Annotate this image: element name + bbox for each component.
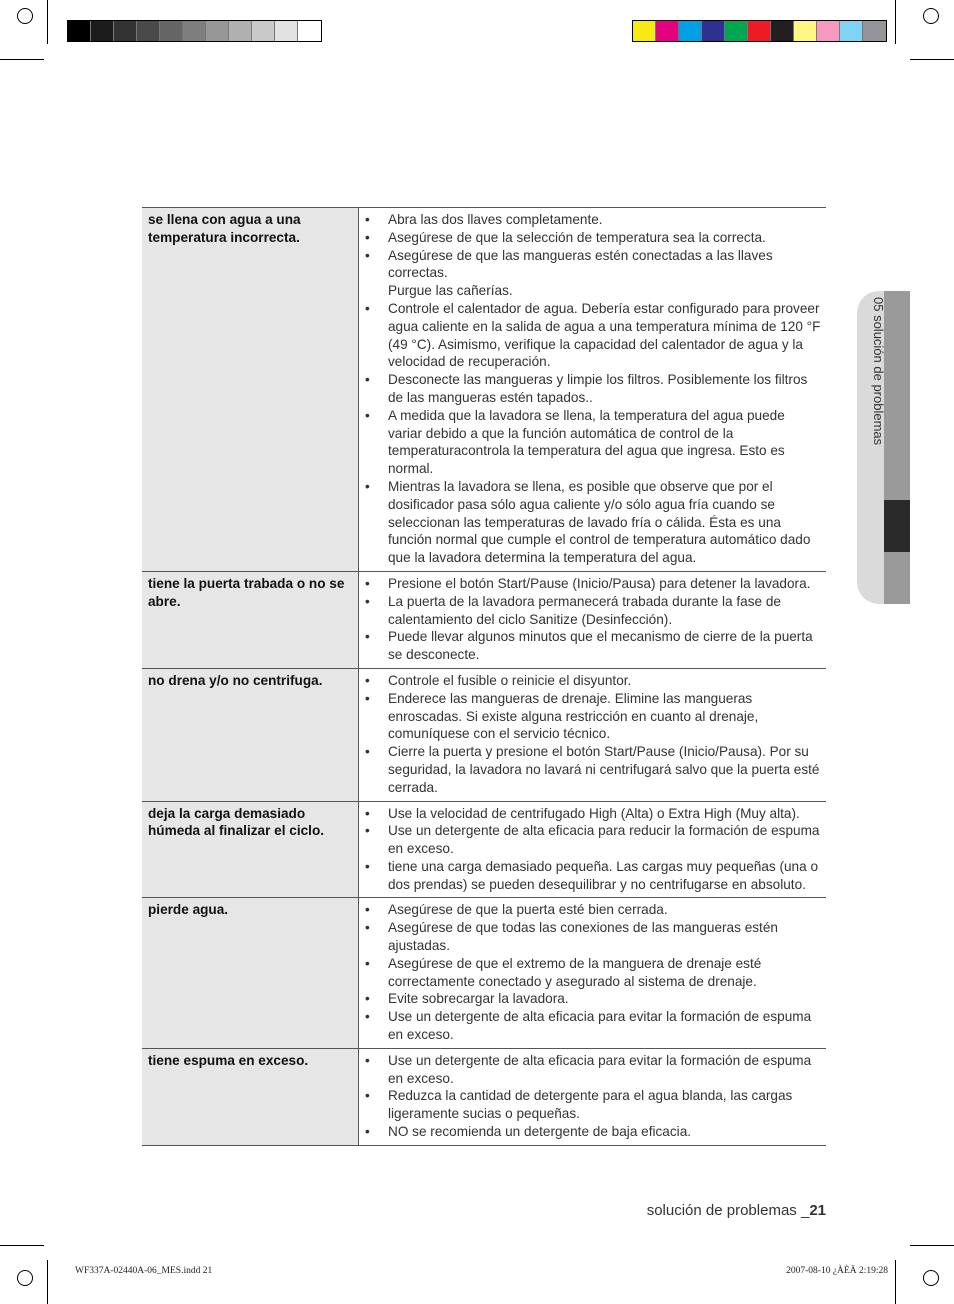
solution-item: • Abra las dos llaves completamente. (364, 211, 822, 229)
crop-mark (895, 0, 896, 44)
side-tab-marker (884, 500, 910, 552)
problem-cell: deja la carga demasiado húmeda al finalizar el ciclo. (142, 801, 359, 898)
solution-item: • Use un detergente de alta eficacia para evitar la formación de espuma en exceso. (364, 1052, 822, 1088)
table-row (142, 668, 826, 801)
problem-cell: no drena y/o no centrifuga. (142, 668, 359, 801)
solution-cell (359, 801, 827, 898)
color-swatch (183, 21, 206, 41)
registration-mark (17, 1270, 33, 1286)
color-swatch (748, 21, 771, 41)
solution-item: • Presione el botón Start/Pause (Inicio/Pausa) para detener la lavadora. (364, 575, 822, 593)
color-swatch (229, 21, 252, 41)
side-tab-strip (884, 291, 910, 604)
solution-item: • La puerta de la lavadora permanecerá trabada durante la fase de calentamiento del ciclo Sanitize (Desinfección). (364, 593, 822, 629)
crop-mark (910, 1245, 954, 1246)
color-swatch (656, 21, 679, 41)
section-side-tab (857, 291, 910, 604)
solution-cell (359, 668, 827, 801)
solution-item: • Asegúrese de que la selección de temperatura sea la correcta. (364, 229, 822, 247)
solution-item: • tiene una carga demasiado pequeña. Las cargas muy pequeñas (una o dos prendas) se pueden desequilibrar y no centrifugarse en absoluto. (364, 858, 822, 894)
solution-text: • Asegúrese de que las mangueras estén conectadas a las llaves correctas. (388, 247, 773, 281)
troubleshooting-table (142, 207, 826, 1146)
crop-mark (0, 1245, 44, 1246)
color-swatch (298, 21, 321, 41)
solution-item: • Use un detergente de alta eficacia para reducir la formación de espuma en exceso. (364, 822, 822, 858)
solution-item: • Evite sobrecargar la lavadora. (364, 990, 822, 1008)
solution-item: • Use la velocidad de centrifugado High (Alta) o Extra High (Muy alta). (364, 805, 822, 823)
solution-list (364, 575, 822, 664)
color-swatch (633, 21, 656, 41)
problem-cell: tiene la puerta trabada o no se abre. (142, 571, 359, 668)
color-swatch (252, 21, 275, 41)
solution-item: • Controle el calentador de agua. Debería estar configurado para proveer agua caliente en la salida de agua a una temperatura mínima de 120 °F (49 °C). Asimismo, verifique la capacidad del calentador de agua y la velocidad de recuperación. (364, 300, 822, 371)
table-row (142, 208, 826, 572)
solution-list (364, 901, 822, 1043)
solution-cell (359, 208, 827, 572)
table-row (142, 801, 826, 898)
solution-item: • Enderece las mangueras de drenaje. Elimine las mangueras enroscadas. Si existe alguna restricción en cuanto al drenaje, comuníquese con el servicio técnico. (364, 690, 822, 743)
color-swatch (275, 21, 298, 41)
page-number: 21 (809, 1202, 826, 1219)
solution-item: • Puede llevar algunos minutos que el mecanismo de cierre de la puerta se desconecte. (364, 628, 822, 664)
color-swatch (771, 21, 794, 41)
registration-mark (17, 8, 33, 24)
slug-file: WF337A-02440A-06_MES.indd 21 (75, 1266, 213, 1276)
solution-item: • Controle el fusible o reinicie el disyuntor. (364, 672, 822, 690)
problem-cell: se llena con agua a una temperatura incorrecta. (142, 208, 359, 572)
solution-list (364, 672, 822, 797)
color-swatch (794, 21, 817, 41)
color-swatch (702, 21, 725, 41)
solution-item: • A medida que la lavadora se llena, la temperatura del agua puede variar debido a que la función automática de control de la temperaturacontrola la temperatura del agua que ingresa. Esto es normal. (364, 407, 822, 478)
color-swatch (137, 21, 160, 41)
grayscale-bar (67, 20, 322, 42)
crop-mark (47, 1260, 48, 1304)
crop-mark (0, 59, 44, 60)
crop-mark (910, 59, 954, 60)
solution-item: • Asegúrese de que el extremo de la manguera de drenaje esté correctamente conectado y asegurado al sistema de drenaje. (364, 955, 822, 991)
slug-date: 2007-08-10 ¿ÀÈÄ 2:19:28 (786, 1266, 888, 1276)
solution-item: • Mientras la lavadora se llena, es posible que observe que por el dosificador pasa sólo agua caliente y/o sólo agua fría cuando se seleccionan las temperaturas de lavado fría o cálida. Ésta es una función normal que cumple el control de temperatura automático dado que la lavadora determina la temperatura del agua. (364, 478, 822, 567)
color-swatch (840, 21, 863, 41)
solution-list (364, 211, 822, 567)
solution-item: • Cierre la puerta y presione el botón Start/Pause (Inicio/Pausa). Por su seguridad, la lavadora no lavará ni centrifugará salvo que la puerta esté cerrada. (364, 743, 822, 796)
solution-cell (359, 571, 827, 668)
solution-list (364, 805, 822, 894)
color-swatch (91, 21, 114, 41)
solution-item: • Use un detergente de alta eficacia para evitar la formación de espuma en exceso. (364, 1008, 822, 1044)
table-row (142, 571, 826, 668)
solution-item: • NO se recomienda un detergente de baja eficacia. (364, 1123, 822, 1141)
color-swatch (68, 21, 91, 41)
color-swatch (817, 21, 840, 41)
table-row (142, 898, 826, 1048)
table-row (142, 1048, 826, 1145)
problem-cell: pierde agua. (142, 898, 359, 1048)
color-swatch (863, 21, 886, 41)
solution-cell (359, 1048, 827, 1145)
problem-cell: tiene espuma en exceso. (142, 1048, 359, 1145)
registration-mark (923, 1270, 939, 1286)
solution-item: • Reduzca la cantidad de detergente para el agua blanda, las cargas ligeramente sucias o pequeñas. (364, 1087, 822, 1123)
registration-mark (923, 8, 939, 24)
solution-text: Purgue las cañerías. (388, 283, 513, 299)
solution-item: • Desconecte las mangueras y limpie los filtros. Posiblemente los filtros de las mangueras estén tapados.. (364, 371, 822, 407)
solution-item (364, 247, 822, 300)
crop-mark (47, 0, 48, 44)
process-color-bar (632, 20, 887, 42)
solution-list (364, 1052, 822, 1141)
footer-section-title: solución de problemas _ (646, 1202, 810, 1219)
color-swatch (160, 21, 183, 41)
crop-mark (895, 1260, 896, 1304)
solution-item: • Asegúrese de que la puerta esté bien cerrada. (364, 901, 822, 919)
side-tab-label: 05 solución de problemas (871, 297, 886, 446)
color-swatch (114, 21, 137, 41)
color-swatch (206, 21, 229, 41)
color-swatch (679, 21, 702, 41)
solution-cell (359, 898, 827, 1048)
page-footer (647, 1202, 826, 1219)
solution-item: • Asegúrese de que todas las conexiones de las mangueras estén ajustadas. (364, 919, 822, 955)
troubleshooting-table-body (142, 208, 826, 1146)
color-swatch (725, 21, 748, 41)
